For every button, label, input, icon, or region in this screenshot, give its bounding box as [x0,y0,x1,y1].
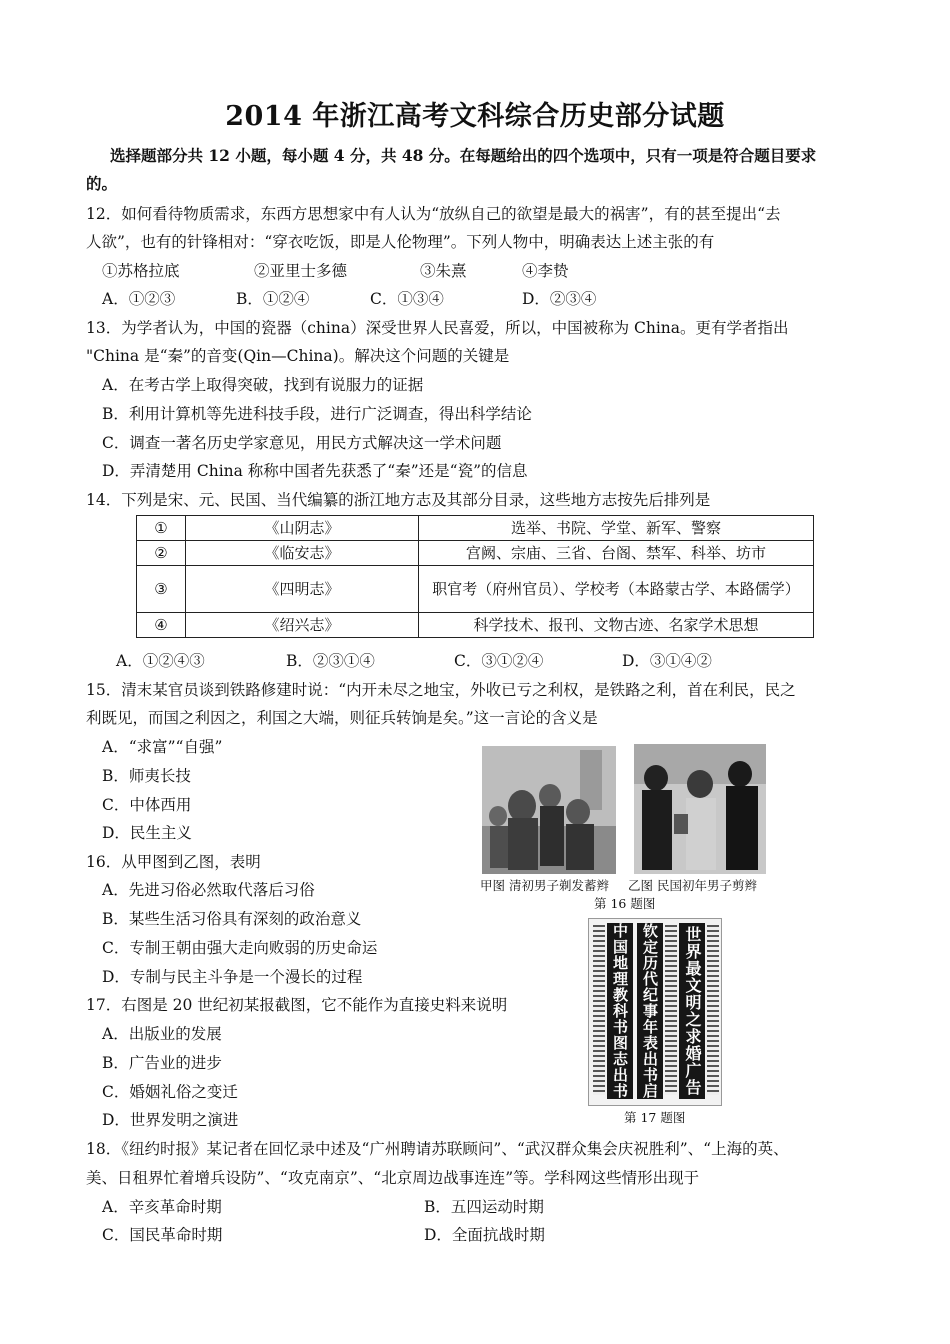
q15-option-a: A．“求富”“自强” [102,738,223,756]
newspaper-column-1: 世界最文明之求婚广告 [679,923,705,1099]
q17-figure-label: 第 17 题图 [624,1110,686,1125]
q18-option-a: A．辛亥革命时期 [102,1198,222,1216]
table-cell-name: 《山阴志》 [186,516,419,541]
q12-item-4: ④李贽 [522,262,569,280]
q16-option-a: A．先进习俗必然取代落后习俗 [102,881,315,899]
q12-option-b: B．①②④ [236,290,310,308]
table-cell-no: ① [137,516,186,541]
table-cell-content: 职官考（府州官员）、学校考（本路蒙古学、本路儒学） [419,566,814,613]
q15-option-d: D．民生主义 [102,824,192,842]
q12-option-d: D．②③④ [522,290,597,308]
page-title: 2014 年浙江高考文科综合历史部分试题 [225,101,725,132]
q18-option-c: C．国民革命时期 [102,1226,223,1244]
q12-item-3: ③朱熹 [420,262,467,280]
q13-stem-1: 13．为学者认为，中国的瓷器（china）深受世界人民喜爱，所以，中国被称为 China。更有学者指出 [86,319,789,337]
q17-option-a: A．出版业的发展 [102,1025,222,1043]
q12-option-c: C．①③④ [370,290,444,308]
newspaper-column-3: 中国地理教科书图志出书 [607,923,633,1099]
q12-stem-2: 人欲”，也有的针锋相对：“穿衣吃饭，即是人伦物理”。下列人物中，明确表达上述主张的有 [86,233,715,251]
q13-option-b: B．利用计算机等先进科技手段，进行广泛调查，得出科学结论 [102,405,532,423]
q13-stem-2: "China 是“秦”的音变(Qin—China)。解决这个问题的关键是 [86,347,510,365]
table-cell-content: 选举、书院、学堂、新军、警察 [419,516,814,541]
q14-option-d: D．③①④② [622,652,712,670]
q14-option-b: B．②③①④ [286,652,375,670]
q13-option-c: C．调查一著名历史学家意见，用民方式解决这一学术问题 [102,434,502,452]
instructions-line-2: 的。 [86,174,118,193]
q12-option-a: A．①②③ [102,290,176,308]
q16-caption-a: 甲图 清初男子剃发蓄辫 [480,878,609,893]
q14-stem: 14．下列是宋、元、民国、当代编纂的浙江地方志及其部分目录，这些地方志按先后排列是 [86,491,711,509]
table-row [137,516,814,541]
table-cell-content: 宫阙、宗庙、三省、台阁、禁军、科举、坊市 [419,541,814,566]
q18-stem-1: 18．《纽约时报》某记者在回忆录中述及“广州聘请苏联顾问”、“武汉群众集会庆祝胜利”、“上海的英、 [86,1140,789,1158]
table-row [137,566,814,613]
instructions-line-1: 选择题部分共 12 小题，每小题 4 分，共 48 分。在每题给出的四个选项中，只有一项是符合题目要求 [110,146,817,165]
q14-option-a: A．①②④③ [116,652,205,670]
q16-photo-b [634,744,766,874]
table-cell-name: 《四明志》 [186,566,419,613]
q14-table [136,515,814,638]
table-cell-no: ② [137,541,186,566]
q15-option-c: C．中体西用 [102,796,192,814]
q17-option-d: D．世界发明之演进 [102,1111,239,1129]
q12-stem-1: 12．如何看待物质需求，东西方思想家中有人认为“放纵自己的欲望是最大的祸害”，有的甚至提出“去 [86,205,781,223]
q15-option-b: B．师夷长技 [102,767,191,785]
q16-option-b: B．某些生活习俗具有深刻的政治意义 [102,910,362,928]
q17-option-b: B．广告业的进步 [102,1054,222,1072]
table-cell-no: ④ [137,613,186,638]
q17-stem: 17．右图是 20 世纪初某报截图，它不能作为直接史料来说明 [86,996,508,1014]
q16-figure-label: 第 16 题图 [594,896,656,911]
q16-option-d: D．专制与民主斗争是一个漫长的过程 [102,968,363,986]
table-cell-no: ③ [137,566,186,613]
q15-stem-2: 利既见，而国之利因之，利国之大端，则征兵转饷是矣。”这一言论的含义是 [86,709,598,727]
q15-stem-1: 15．清末某官员谈到铁路修建时说：“内开未尽之地宝，外收已亏之利权，是铁路之利，首在利民，民之 [86,681,796,699]
table-row [137,541,814,566]
q12-item-2: ②亚里士多德 [254,262,348,280]
q16-photo-a [482,746,616,874]
q17-option-c: C．婚姻礼俗之变迁 [102,1083,238,1101]
q18-option-d: D．全面抗战时期 [424,1226,545,1244]
q13-option-a: A．在考古学上取得突破，找到有说服力的证据 [102,376,424,394]
q14-option-c: C．③①②④ [454,652,544,670]
q16-option-c: C．专制王朝由强大走向败弱的历史命运 [102,939,378,957]
q17-newspaper-image [588,918,722,1106]
table-row [137,613,814,638]
q18-stem-2: 美、日租界忙着增兵设防”、“攻克南京”、“北京周边战事连连”等。学科网这些情形出现于 [86,1169,700,1187]
q16-caption-b: 乙图 民国初年男子剪辫 [628,878,757,893]
q16-stem: 16．从甲图到乙图，表明 [86,853,261,871]
table-cell-name: 《临安志》 [186,541,419,566]
table-cell-name: 《绍兴志》 [186,613,419,638]
table-cell-content: 科学技术、报刊、文物古迹、名家学术思想 [419,613,814,638]
newspaper-column-2: 钦定历代纪事年表出书启 [637,923,663,1099]
q12-item-1: ①苏格拉底 [102,262,180,280]
q13-option-d: D．弄清楚用 China 称称中国者先获悉了“秦”还是“瓷”的信息 [102,462,528,480]
q18-option-b: B．五四运动时期 [424,1198,544,1216]
